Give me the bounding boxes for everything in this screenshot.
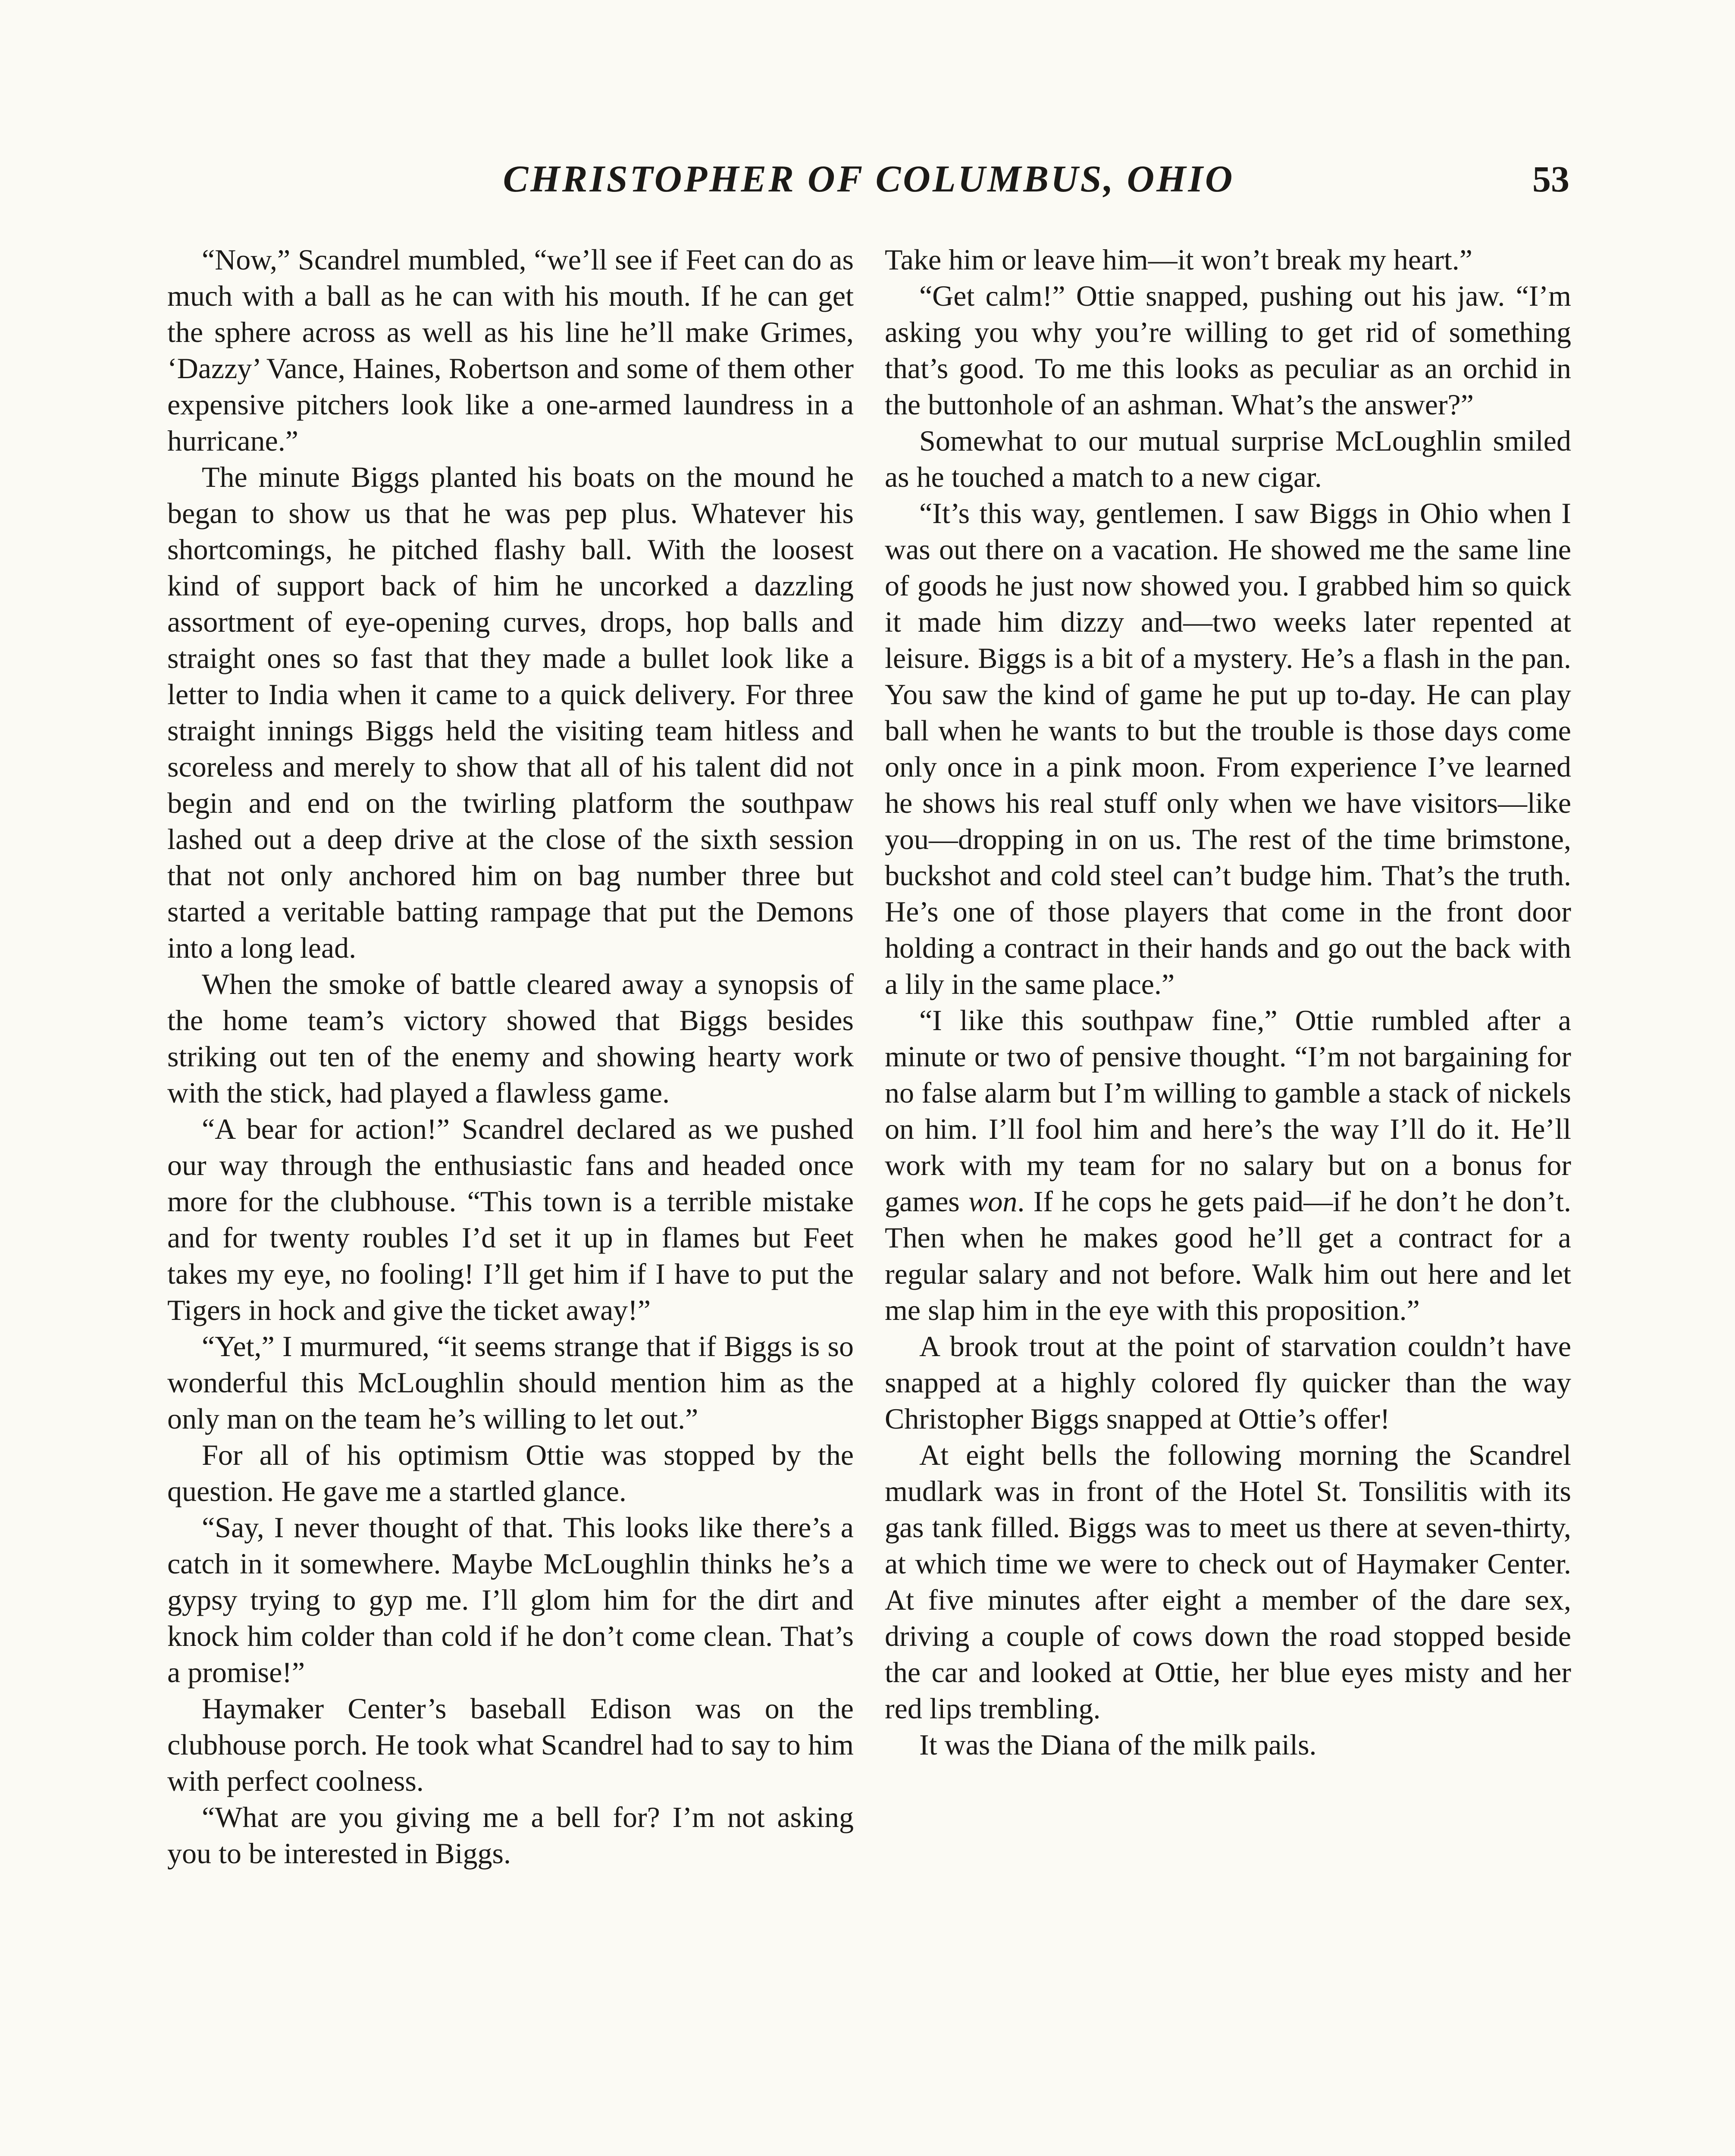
right-column <box>885 241 1571 1763</box>
left-column <box>167 241 854 1871</box>
paragraph: When the smoke of battle cleared away a synopsis of the home team’s victory showed that Biggs besides striking out ten of the enemy and showing hearty work with the stick, had played a flawless game. <box>167 968 854 1109</box>
paragraph: At eight bells the following morning the Scandrel mudlark was in front of the Hotel St. Tonsilitis with its gas tank filled. Biggs was to meet us there at seven-thirty, at which time we were to check out of Haymaker Center. At five minutes after eight a member of the dare sex, driving a couple of cows down the road stopped beside the car and looked at Ottie, her blue eyes misty and her red lips trembling. <box>885 1438 1571 1725</box>
paragraph: Somewhat to our mutual surprise McLoughlin smiled as he touched a match to a new cigar. <box>885 424 1571 493</box>
paragraph: “Now,” Scandrel mumbled, “we’ll see if Feet can do as much with a ball as he can with his mouth. If he can get the sphere across as well as his line he’ll make Grimes, ‘Dazzy’ Vance, Haines, Robertson and some of them other expensive pitchers look like a one-armed laundress in a hurricane.” <box>167 243 854 457</box>
continued-paragraph: Take him or leave him—it won’t break my heart.” <box>885 243 1472 276</box>
paragraph: “A bear for action!” Scandrel declared as we pushed our way through the enthusiastic fans and headed once more for the clubhouse. “This town is a terrible mistake and for twenty roubles I’d set it up in flames but Feet takes my eye, no fooling! I’ll get him if I have to put the Tigers in hock and give the ticket away!” <box>167 1112 854 1326</box>
paragraph: “It’s this way, gentlemen. I saw Biggs in Ohio when I was out there on a vacation. He showed me the same line of goods he just now showed you. I grabbed him so quick it made him dizzy and—two weeks later repented at leisure. Biggs is a bit of a mystery. He’s a flash in the pan. You saw the kind of game he put up to-day. He can play ball when he wants to but the trouble is those days come only once in a pink moon. From experience I’ve learned he shows his real stuff only when we have visitors—like you—dropping in on us. The rest of the time brimstone, buckshot and cold steel can’t budge him. That’s the truth. He’s one of those players that come in the front door holding a contract in their hands and go out the back with a lily in the same place.” <box>885 497 1571 1000</box>
paragraph: “Get calm!” Ottie snapped, pushing out his jaw. “I’m asking you why you’re willing to get rid of something that’s good. To me this looks as peculiar as an orchid in the buttonhole of an ashman. What’s the answer?” <box>885 279 1571 421</box>
page-number: 53 <box>1532 158 1569 200</box>
paragraph: “Say, I never thought of that. This looks like there’s a catch in it somewhere. Maybe McLoughlin thinks he’s a gypsy trying to gyp me. I’ll glom him for the dirt and knock him colder than cold if he don’t come clean. That’s a promise!” <box>167 1511 854 1689</box>
paragraph: “What are you giving me a bell for? I’m not asking you to be interested in Biggs. <box>167 1801 854 1870</box>
paragraph: Haymaker Center’s baseball Edison was on the clubhouse porch. He took what Scandrel had to say to him with perfect coolness. <box>167 1692 854 1797</box>
paragraph: It was the Diana of the milk pails. <box>919 1728 1317 1761</box>
paragraph: A brook trout at the point of starvation couldn’t have snapped at a highly colored fly quicker than the way Christopher Biggs snapped at Ottie’s offer! <box>885 1330 1571 1435</box>
paragraph-text: “I like this southpaw fine,” Ottie rumbled after a minute or two of pensive thought. “I’m not bargaining for no false alarm but I’m willing to gamble a stack of nickels on him. I’ll fool him and here’s the way I’ll do it. He’ll work with my team for no salary but on a bonus for games <box>885 1004 1571 1218</box>
paragraph <box>885 1002 1571 1328</box>
running-title: CHRISTOPHER OF COLUMBUS, OHIO <box>503 158 1235 200</box>
emphasized-word: won <box>968 1185 1018 1218</box>
running-head <box>168 160 1569 221</box>
paragraph: For all of his optimism Ottie was stopped by the question. He gave me a startled glance. <box>167 1438 854 1507</box>
paragraph-text: . If he cops he gets paid—if he don’t he don’t. Then when he makes good he’ll get a contract for a regular salary and not before. Walk him out here and let me slap him in the eye with this proposition.” <box>885 1185 1571 1326</box>
paragraph: “Yet,” I murmured, “it seems strange that if Biggs is so wonderful this McLoughlin should mention him as the only man on the team he’s willing to let out.” <box>167 1330 854 1435</box>
paragraph: The minute Biggs planted his boats on the mound he began to show us that he was pep plus. Whatever his shortcomings, he pitched flashy ball. With the loosest kind of support back of him he uncorked a dazzling assortment of eye-opening curves, drops, hop balls and straight ones so fast that they made a bullet look like a letter to India when it came to a quick delivery. For three straight innings Biggs held the visiting team hitless and scoreless and merely to show that all of his talent did not begin and end on the twirling platform the southpaw lashed out a deep drive at the close of the sixth session that not only anchored him on bag number three but started a veritable batting rampage that put the Demons into a long lead. <box>167 461 854 964</box>
